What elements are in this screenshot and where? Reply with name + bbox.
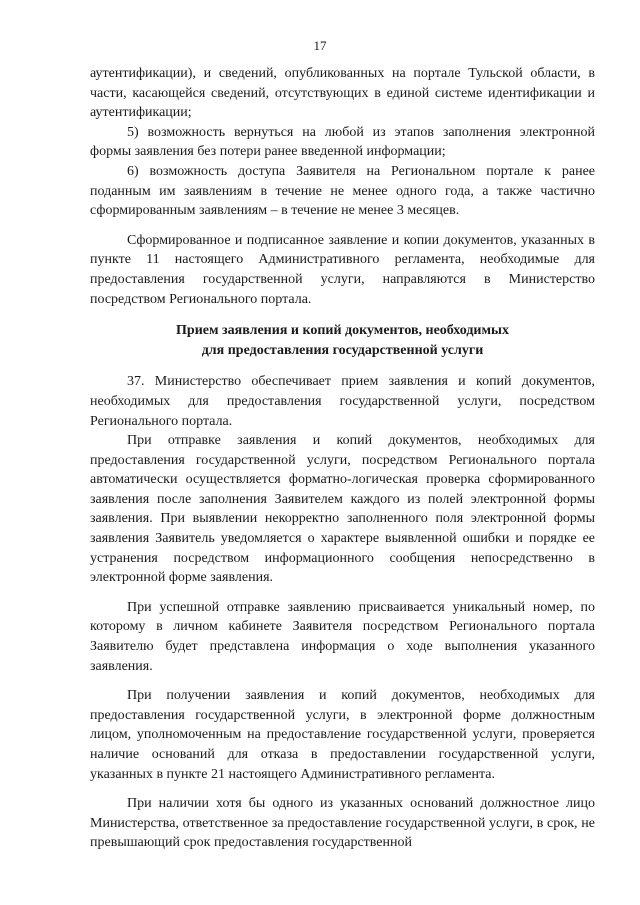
paragraph-item-5: 5) возможность вернуться на любой из этапов заполнения электронной формы заявления без потери ранее введенной информации;	[90, 124, 595, 160]
section-heading-line-2: для предоставления государственной услуги	[201, 342, 484, 358]
paragraph-refusal: При наличии хотя бы одного из указанных оснований должностное лицо Министерства, ответственное за предоставление государственной услуги, в срок, не превышающий срок предоставления государственной	[90, 796, 595, 851]
paragraph-format-check: При отправке заявления и копий документов, необходимых для предоставления государственной услуги, посредством Регионального портала автоматически осуществляется форматно-логическая проверка сформированного заявления после заполнения Заявителем каждого из полей электронной формы заявления. При выявлении некорректно заполненного поля электронной формы заявления Заявитель уведомляется о характере выявленной ошибки и порядке ее устранения посредством информационного сообщения непосредственно в электронной форме заявления.	[90, 433, 595, 586]
paragraph-gap	[90, 588, 595, 598]
paragraph-gap	[90, 221, 595, 231]
section-heading	[90, 321, 595, 360]
paragraph-gap	[90, 784, 595, 794]
paragraph-item-6: 6) возможность доступа Заявителя на Региональном портале к ранее поданным им заявлениям в течение не менее одного года, а также частично сформированным заявлениям – в течение не менее 3 месяцев.	[90, 163, 595, 219]
page-number: 17	[313, 38, 327, 53]
paragraph-gap	[90, 676, 595, 686]
paragraph-receipt-check: При получении заявления и копий документов, необходимых для предоставления государственной услуги, в электронной форме должностным лицом, уполномоченным на предоставление государственной услуги, проверяется наличие оснований для отказа в предоставлении государственной услуги, указанных в пункте 21 настоящего Административного регламента.	[90, 688, 595, 782]
document-body	[90, 64, 595, 853]
paragraph-unique-number: При успешной отправке заявлению присваивается уникальный номер, по которому в личном кабинете Заявителя посредством Регионального портала Заявителю будет представлена информация о ходе выполнения указанного заявления.	[90, 599, 595, 674]
paragraph-37: 37. Министерство обеспечивает прием заявления и копий документов, необходимых для предоставления государственной услуги, посредством Регионального портала.	[90, 374, 595, 429]
paragraph-submission: Сформированное и подписанное заявление и копии документов, указанных в пункте 11 настоящего Административного регламента, необходимые для предоставления государственной услуги, направляются в Министерство посредством Регионального портала.	[90, 232, 595, 307]
section-heading-line-1: Прием заявления и копий документов, необходимых	[176, 323, 509, 339]
paragraph-continued: аутентификации), и сведений, опубликованных на портале Тульской области, в части, касающейся сведений, отсутствующих в единой системе идентификации и аутентификации;	[90, 66, 595, 121]
